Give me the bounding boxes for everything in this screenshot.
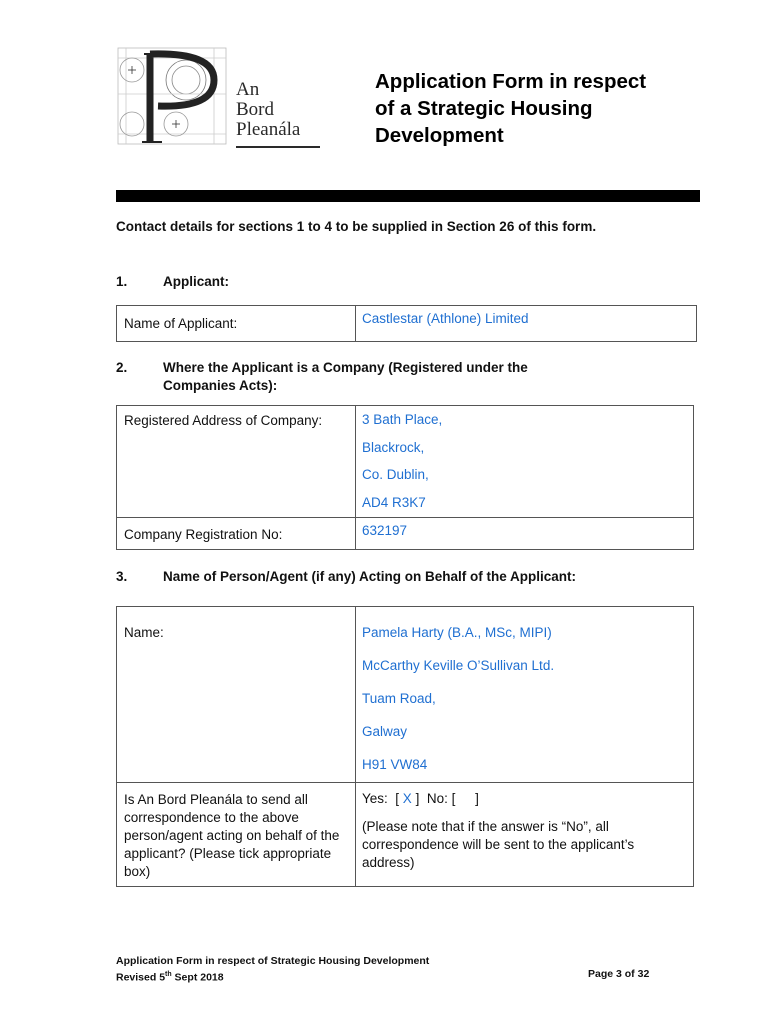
logo-wordmark: [236, 80, 300, 140]
footer-revised-suffix: Sept 2018: [171, 971, 224, 984]
agent-detail-line: Pamela Harty (B.A., MSc, MIPI): [362, 625, 552, 640]
agent-table: [116, 606, 694, 887]
section-number: 3.: [116, 569, 128, 584]
correspondence-question-label: Is An Bord Pleanála to send all correspondence to the above person/agent acting on behalf of the applicant? (Please tick appropriate box): [117, 783, 356, 887]
agent-detail-line: H91 VW84: [362, 757, 428, 772]
yes-checkbox[interactable]: X: [402, 791, 412, 806]
section-title-line-1: Where the Applicant is a Company (Registered under the: [163, 360, 528, 375]
section-title-line-2: Companies Acts):: [163, 378, 278, 393]
title-line-2: of a Strategic Housing: [375, 97, 593, 120]
intro-text: Contact details for sections 1 to 4 to be supplied in Section 26 of this form.: [116, 219, 597, 234]
footer-document-title: Application Form in respect of Strategic Housing Development: [116, 955, 430, 967]
section-1-heading: [116, 273, 676, 291]
agent-name-label: Name:: [117, 607, 356, 783]
registration-number-label: Company Registration No:: [117, 518, 356, 550]
agent-detail-line: McCarthy Keville O’Sullivan Ltd.: [362, 658, 555, 673]
correspondence-answer: [356, 783, 694, 887]
address-line: Blackrock,: [362, 439, 425, 455]
address-line: Co. Dublin,: [362, 467, 429, 482]
yes-no-choice: Yes: [ X ] No: [ ]: [362, 791, 479, 806]
footer: [116, 955, 429, 985]
footer-revised-sup: th: [165, 971, 172, 978]
title-line-1: Application Form in respect: [375, 70, 647, 93]
agent-name-value[interactable]: [356, 607, 694, 783]
section-3-heading: [116, 568, 696, 586]
page-number: Page 3 of 32: [588, 968, 650, 980]
yes-label: Yes:: [362, 791, 388, 806]
registered-address-label: Registered Address of Company:: [117, 406, 356, 518]
logo-line-2: Bord: [236, 99, 274, 120]
no-label: No:: [426, 791, 448, 806]
correspondence-note: (Please note that if the answer is “No”, all correspondence will be sent to the applicant’s address): [362, 819, 635, 870]
page-title: [375, 68, 646, 149]
section-number: 2.: [116, 360, 128, 375]
company-table: [116, 405, 694, 550]
applicant-name-value[interactable]: Castlestar (Athlone) Limited: [356, 306, 697, 342]
registration-number-value[interactable]: 632197: [356, 518, 694, 550]
section-title: Applicant:: [163, 274, 229, 289]
agent-detail-line: Galway: [362, 724, 408, 739]
applicant-table: [116, 305, 697, 342]
section-number: 1.: [116, 274, 128, 289]
section-2-heading: [116, 359, 676, 395]
section-title: Name of Person/Agent (if any) Acting on Behalf of the Applicant:: [163, 569, 577, 584]
an-bord-pleanala-logo-icon: [114, 44, 232, 148]
logo-line-1: An: [236, 79, 260, 100]
header-divider: [116, 190, 700, 202]
address-line: AD4 R3K7: [362, 494, 426, 510]
footer-revised-prefix: Revised 5: [116, 971, 166, 984]
footer-revised: [116, 968, 429, 985]
agent-detail-line: Tuam Road,: [362, 691, 436, 706]
title-line-3: Development: [375, 124, 504, 147]
applicant-name-label: Name of Applicant:: [117, 306, 356, 342]
logo-underline: [236, 146, 320, 148]
address-line: 3 Bath Place,: [362, 412, 443, 427]
registered-address-value[interactable]: [356, 406, 694, 518]
logo-line-3: Pleanála: [236, 119, 301, 140]
